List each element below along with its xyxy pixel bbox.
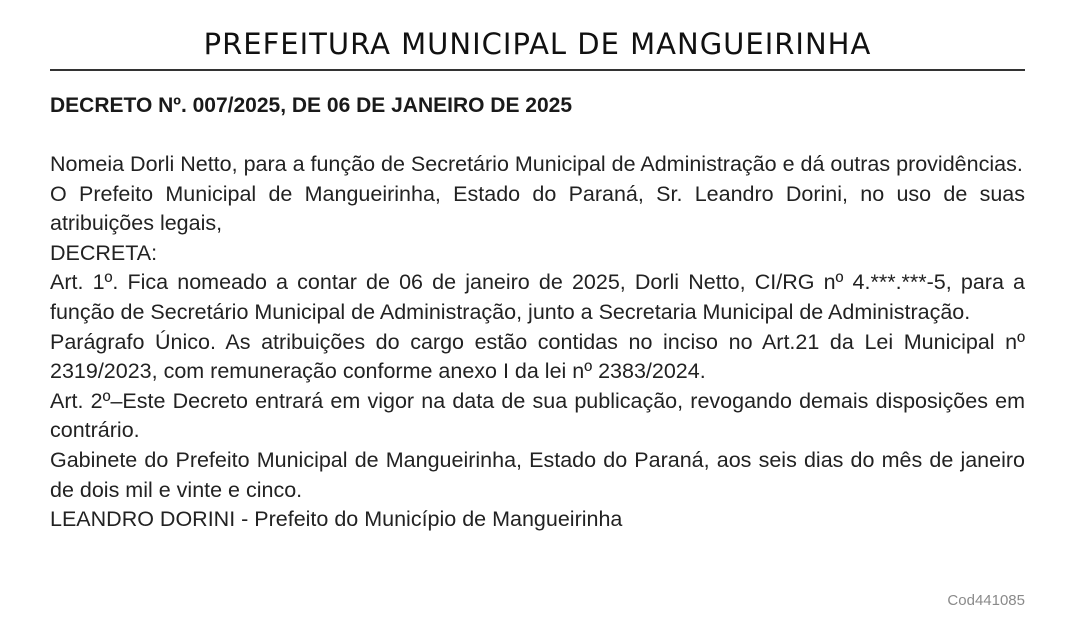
article-1-sole-paragraph: Parágrafo Único. As atribuições do cargo estão contidas no inciso no Art.21 da Lei Municipal nº 2319/2023, com remuneração conforme anexo I da lei nº 2383/2024.: [50, 329, 1025, 384]
article-2: Art. 2º–Este Decreto entrará em vigor na data de sua publicação, revogando demais disposições em contrário.: [50, 388, 1025, 443]
signatory-line: LEANDRO DORINI - Prefeito do Município de Mangueirinha: [50, 507, 623, 532]
decree-enacting-word: DECRETA:: [50, 240, 158, 265]
header-divider: [50, 69, 1025, 71]
decree-preamble: O Prefeito Municipal de Mangueirinha, Estado do Paraná, Sr. Leandro Dorini, no uso de suas atribuições legais,: [50, 181, 1025, 236]
decree-body: [50, 150, 1025, 535]
masthead-title: PREFEITURA MUNICIPAL DE MANGUEIRINHA: [203, 27, 872, 61]
decree-title: DECRETO Nº. 007/2025, DE 06 DE JANEIRO DE 2025: [50, 94, 573, 117]
article-1: Art. 1º. Fica nomeado a contar de 06 de janeiro de 2025, Dorli Netto, CI/RG nº 4.***.***-5, para a função de Secretário Municipal de Administração, junto a Secretaria Municipal de Administração.: [50, 270, 1025, 324]
decree-summary: Nomeia Dorli Netto, para a função de Secretário Municipal de Administração e dá outras providências.: [50, 152, 1023, 176]
publication-code: Cod441085: [947, 592, 1025, 609]
document-page: [50, 0, 1025, 640]
signature-place-date: Gabinete do Prefeito Municipal de Mangueirinha, Estado do Paraná, aos seis dias do mês de janeiro de dois mil e vinte e cinco.: [50, 447, 1025, 502]
